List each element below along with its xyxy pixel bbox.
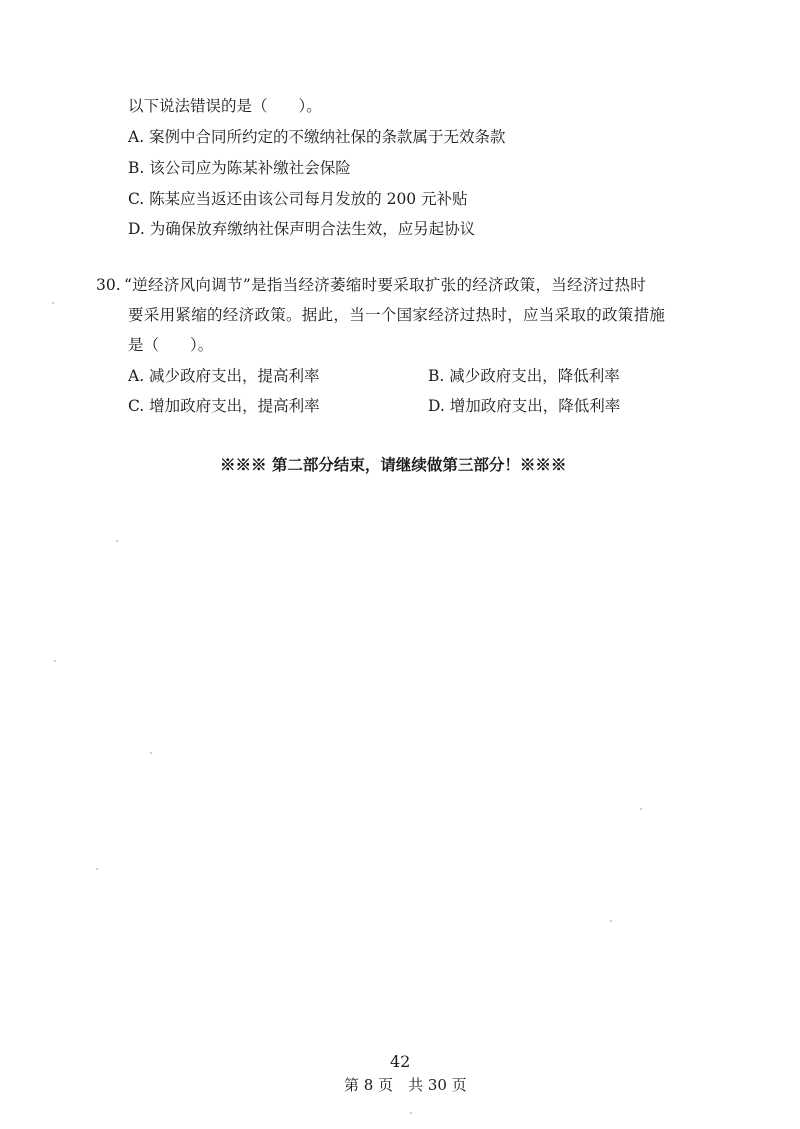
q30-option-c: C. 增加政府支出，提高利率	[128, 397, 320, 415]
q30-number: 30.	[96, 276, 121, 294]
scan-speck	[96, 868, 98, 870]
q30-option-a: A. 减少政府支出，提高利率	[128, 367, 320, 385]
page-label: 第 8 页 共 30 页	[344, 1076, 467, 1094]
q29-stem: 以下说法错误的是（ ）。	[128, 97, 322, 115]
q30-stem-line2: 要采用紧缩的经济政策。据此，当一个国家经济过热时，应当采取的政策措施	[128, 306, 666, 324]
q29-option-a: A. 案例中合同所约定的不缴纳社保的条款属于无效条款	[128, 128, 506, 146]
q30-stem-line3: 是（ ）。	[128, 336, 214, 354]
scan-speck	[116, 540, 118, 542]
q30-option-b: B. 减少政府支出，降低利率	[428, 367, 620, 385]
scan-speck	[150, 752, 152, 754]
q29-option-d: D. 为确保放弃缴纳社保声明合法生效，应另起协议	[128, 220, 476, 238]
scan-speck	[54, 660, 56, 662]
q30-stem-line1: “逆经济风向调节”是指当经济萎缩时要采取扩张的经济政策，当经济过热时	[124, 276, 647, 294]
section-end-notice: ※※※ 第二部分结束，请继续做第三部分！※※※	[220, 455, 567, 474]
scan-speck	[640, 808, 642, 810]
scan-speck	[52, 302, 54, 304]
scan-speck	[610, 920, 612, 922]
q29-option-c: C. 陈某应当返还由该公司每月发放的 200 元补贴	[128, 190, 468, 208]
q29-option-b: B. 该公司应为陈某补缴社会保险	[128, 159, 351, 177]
q30-option-d: D. 增加政府支出，降低利率	[428, 397, 621, 415]
scan-speck	[410, 1112, 412, 1114]
sheet-number: 42	[390, 1052, 411, 1071]
